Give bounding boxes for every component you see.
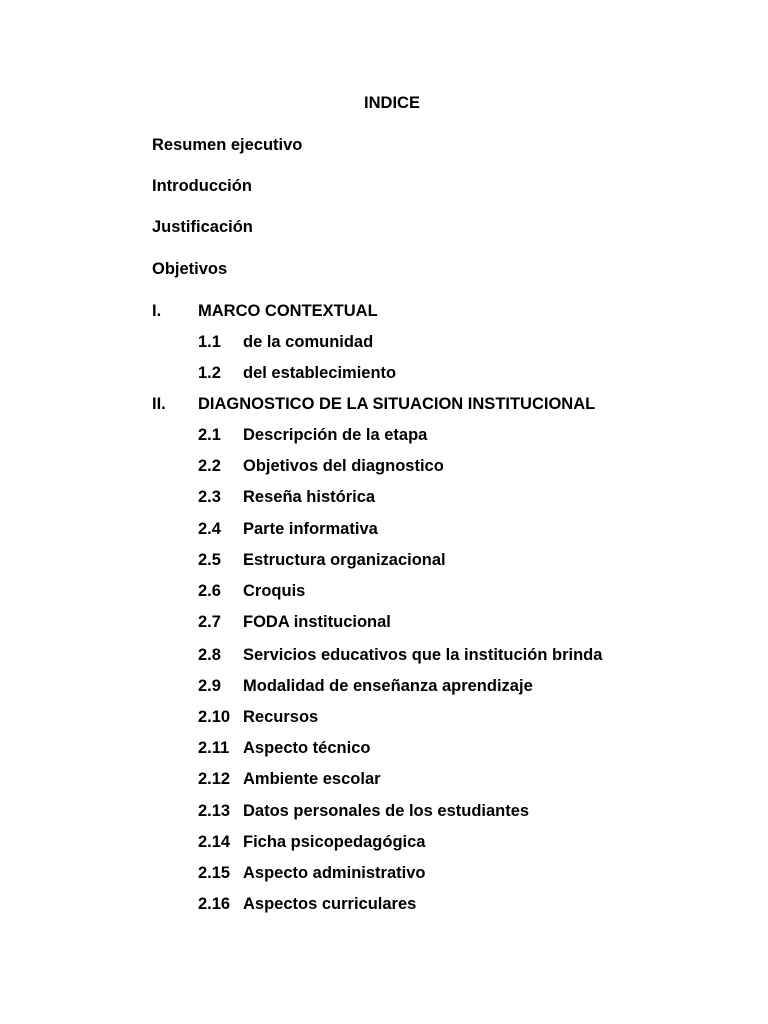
subsection-title: de la comunidad: [243, 333, 374, 351]
subsection-number: 2.9: [198, 677, 221, 695]
subsection-number: 2.3: [198, 488, 221, 506]
subsection-title: Objetivos del diagnostico: [243, 457, 444, 475]
section-number: II.: [152, 395, 166, 413]
toc-entry-justificacion: Justificación: [152, 218, 253, 236]
subsection-title: Recursos: [243, 708, 319, 726]
page-title: INDICE: [364, 94, 420, 112]
subsection-title: Modalidad de enseñanza aprendizaje: [243, 677, 533, 695]
subsection-title: Estructura organizacional: [243, 551, 446, 569]
subsection-number: 2.15: [198, 864, 231, 882]
section-title: MARCO CONTEXTUAL: [198, 302, 378, 320]
subsection-title: Ficha psicopedagógica: [243, 833, 426, 851]
subsection-number: 2.10: [198, 708, 231, 726]
subsection-title: Aspecto técnico: [243, 739, 371, 757]
subsection-title: Servicios educativos que la institución brinda: [243, 646, 603, 664]
toc-entry-resumen: Resumen ejecutivo: [152, 136, 303, 154]
subsection-number: 2.14: [198, 833, 231, 851]
toc-entry-introduccion: Introducción: [152, 177, 252, 195]
subsection-title: Ambiente escolar: [243, 770, 381, 788]
subsection-number: 2.8: [198, 646, 221, 664]
subsection-title: FODA institucional: [243, 613, 391, 631]
section-number: I.: [152, 302, 162, 320]
subsection-title: Croquis: [243, 582, 306, 600]
subsection-number: 2.12: [198, 770, 231, 788]
section-title: DIAGNOSTICO DE LA SITUACION INSTITUCIONAL: [198, 395, 596, 413]
subsection-number: 2.1: [198, 426, 221, 444]
subsection-number: 2.13: [198, 802, 231, 820]
subsection-title: Aspectos curriculares: [243, 895, 417, 913]
subsection-number: 1.1: [198, 333, 221, 351]
subsection-title: Aspecto administrativo: [243, 864, 426, 882]
subsection-title: del establecimiento: [243, 364, 397, 382]
subsection-number: 2.4: [198, 520, 221, 538]
subsection-number: 2.5: [198, 551, 221, 569]
subsection-title: Reseña histórica: [243, 488, 376, 506]
subsection-title: Descripción de la etapa: [243, 426, 428, 444]
toc-entry-objetivos: Objetivos: [152, 260, 228, 278]
subsection-number: 2.7: [198, 613, 221, 631]
subsection-title: Parte informativa: [243, 520, 378, 538]
subsection-number: 2.2: [198, 457, 221, 475]
subsection-title: Datos personales de los estudiantes: [243, 802, 530, 820]
subsection-number: 2.16: [198, 895, 231, 913]
subsection-number: 1.2: [198, 364, 221, 382]
subsection-number: 2.11: [198, 739, 230, 757]
subsection-number: 2.6: [198, 582, 221, 600]
